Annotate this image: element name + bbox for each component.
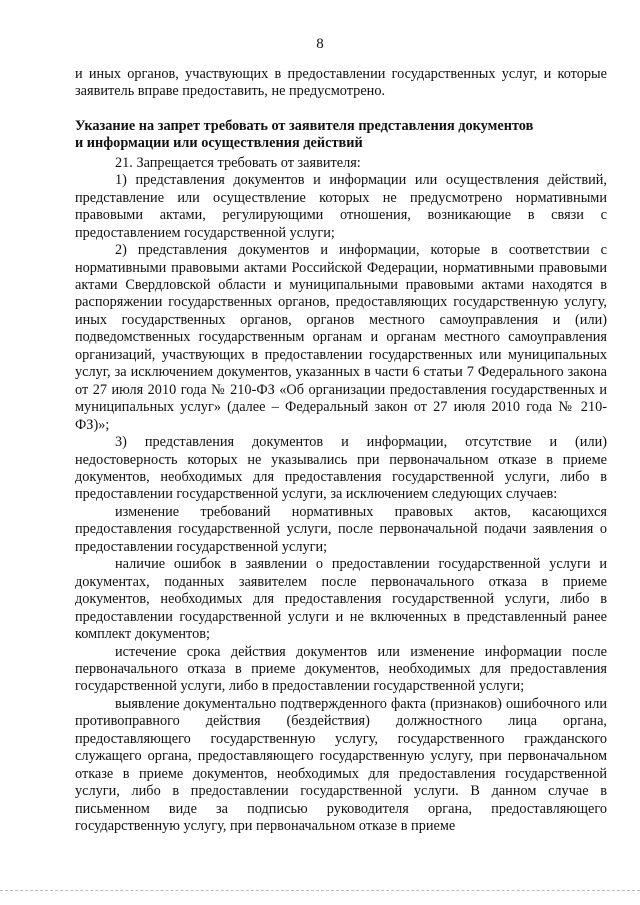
section-heading-line-2: и информации или осуществления действий xyxy=(75,135,363,152)
item-3: 3) представления документов и информации, отсутствие и (или) недостоверность которых не указывались при первоначальном отказе в приеме документов, необходимых для предоставления государственной услуги, либо в предоставлении государственной услуги, за исключением следующих случаев: xyxy=(75,434,607,503)
page-bottom-edge xyxy=(0,890,640,891)
exception-4: выявление документально подтвержденного факта (признаков) ошибочного или противоправного действия (бездействия) должностного лица органа, предоставляющего государственную услугу, государственного гражданского служащего органа, предоставляющего государственную услугу, при первоначальном отказе в приеме документов, необходимых для предоставления государственной услуги, либо в предоставлении государственной услуги. В данном случае в письменном виде за подписью руководителя органа, предоставляющего государственную услугу, при первоначальном отказе в приеме xyxy=(75,695,607,835)
section-heading xyxy=(75,118,607,153)
page-number: 8 xyxy=(316,36,324,52)
intro-paragraph: и иных органов, участвующих в предоставлении государственных услуг, и которые заявитель вправе предоставить, не предусмотрено. xyxy=(75,66,607,100)
document-body xyxy=(75,66,607,835)
section-heading-line-1: Указание на запрет требовать от заявителя представления документов xyxy=(75,117,534,134)
paragraph-21: 21. Запрещается требовать от заявителя: xyxy=(115,154,361,171)
exception-3: истечение срока действия документов или изменение информации после первоначального отказа в приеме документов, необходимых для предоставления государственной услуги, либо в предоставлении государственной услуги; xyxy=(75,643,607,695)
item-2: 2) представления документов и информации, которые в соответствии с нормативными правовыми актами Российской Федерации, нормативными правовыми актами Свердловской области и муниципальными правовыми актами находятся в распоряжении государственных органов, предоставляющих государственную услугу, иных государственных органов, органов местного самоуправления и (или) подведомственных государственным органам и органам местного самоуправления организаций, участвующих в предоставлении государственных или муниципальных услуг, за исключением документов, указанных в части 6 статьи 7 Федерального закона от 27 июля 2010 года № 210-ФЗ «Об организации предоставления государственных и муниципальных услуг» (далее – Федеральный закон от 27 июля 2010 года № 210-ФЗ)»; xyxy=(75,242,607,433)
exception-2: наличие ошибок в заявлении о предоставлении государственной услуги и документах, поданных заявителем после первоначального отказа в приеме документов, необходимых для предоставления государственной услуги, либо в предоставлении государственной услуги и не включенных в представленный ранее комплект документов; xyxy=(75,556,607,643)
exception-1: изменение требований нормативных правовых актов, касающихся предоставления государственной услуги, после первоначальной подачи заявления о предоставлении государственной услуги; xyxy=(75,503,607,555)
item-1: 1) представления документов и информации или осуществления действий, представление или осуществление которых не предусмотрено нормативными правовыми актами, регулирующими отношения, возникающие в связи с предоставлением государственной услуги; xyxy=(75,172,607,241)
